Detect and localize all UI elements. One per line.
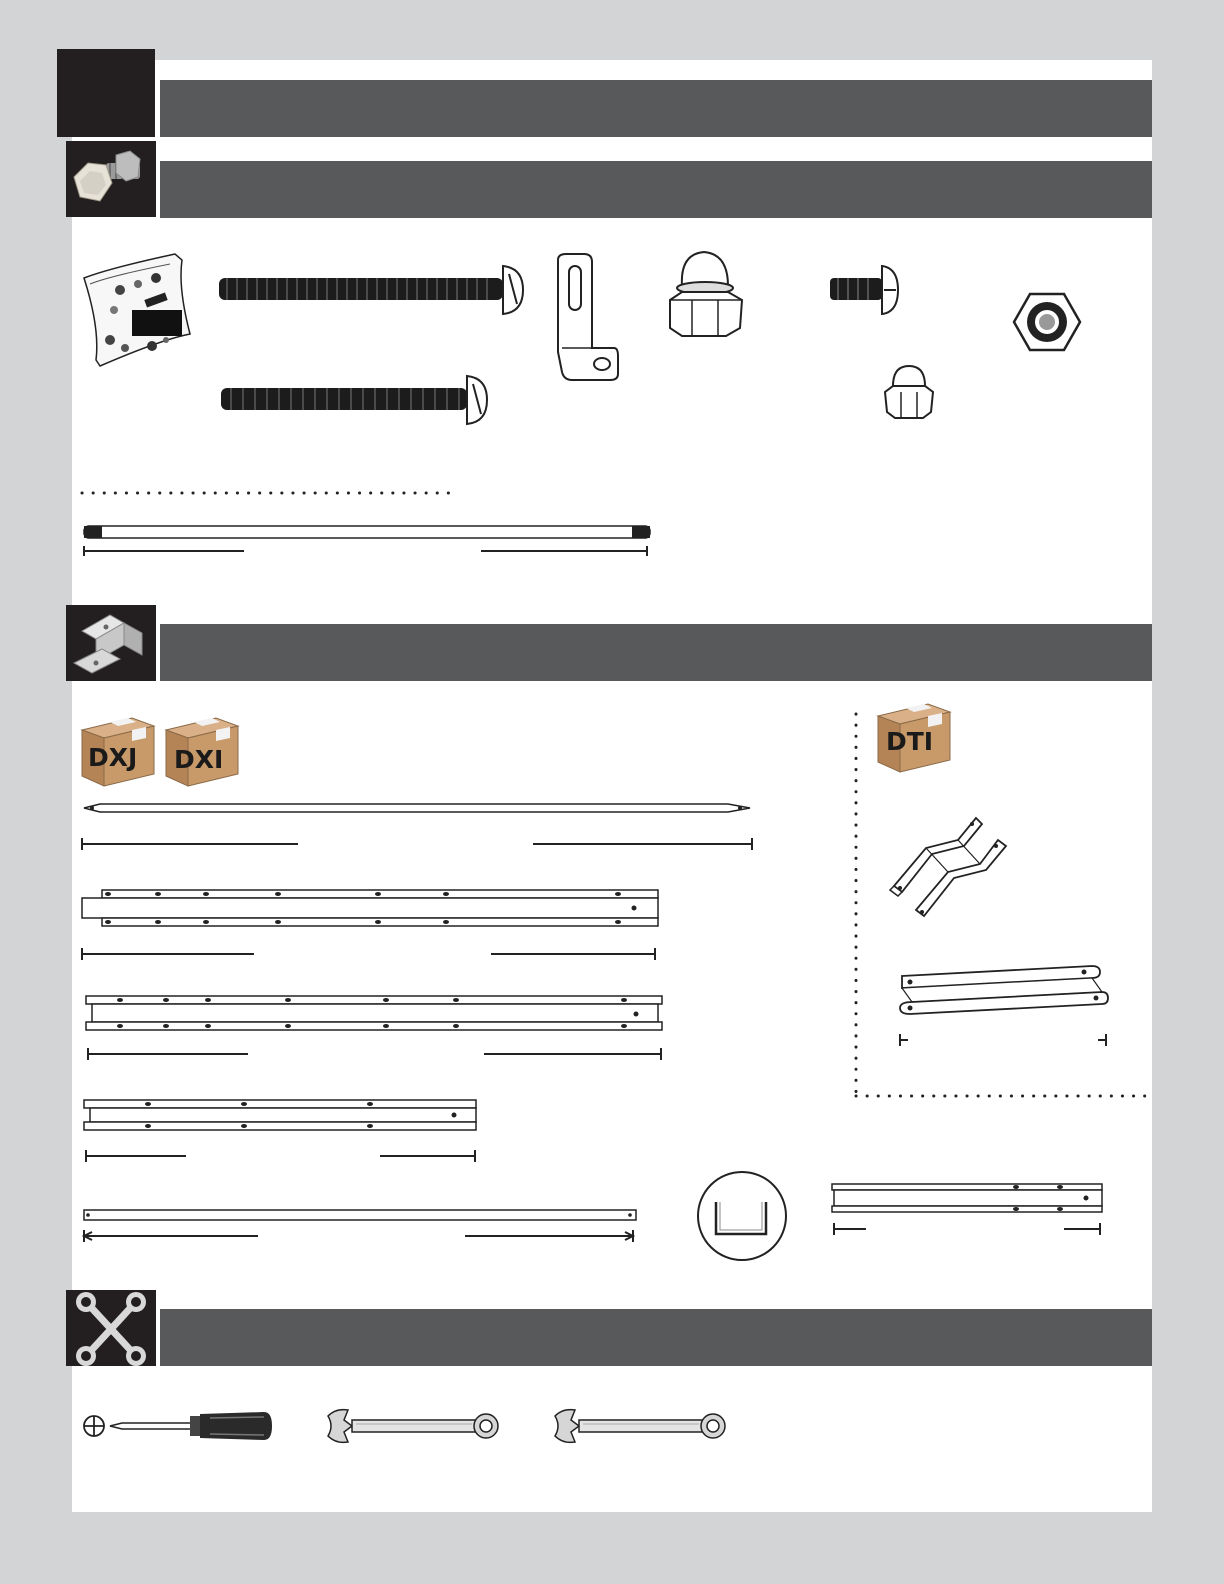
long-rod-illustration: [78, 798, 760, 856]
long-bolt-illustration: [217, 260, 527, 324]
step-header-bar: [160, 80, 1152, 137]
combination-wrench-icon: [326, 1406, 506, 1446]
phillips-screwdriver-icon: [82, 1406, 274, 1446]
parts-header-bar: [160, 624, 1152, 681]
lock-nut-illustration: [1012, 290, 1082, 354]
short-channel-bracket: [896, 960, 1116, 1050]
channel-rail-long-2: [84, 994, 670, 1064]
crate-dxj-icon: [80, 716, 156, 788]
hardware-bag-illustration: [80, 248, 200, 373]
dotted-separator: [78, 489, 458, 497]
hardware-header-bar: [160, 161, 1152, 218]
acorn-nut-illustration: [662, 248, 748, 340]
medium-bolt-illustration: [219, 370, 494, 434]
crate-label: DXJ: [88, 743, 138, 772]
crate-label: DTI: [886, 727, 934, 756]
channel-rail-short: [82, 1096, 482, 1168]
channel-rail-small: [830, 1180, 1114, 1242]
hex-bolt-nut-icon: [66, 141, 156, 217]
channel-profile-detail: [694, 1168, 790, 1264]
tools-header-bar: [160, 1309, 1152, 1366]
step-number-box: [57, 49, 155, 137]
angled-strap-brackets: [888, 810, 1018, 920]
crossed-wrenches-icon: [66, 1290, 156, 1366]
angle-bracket-icon: [66, 605, 156, 681]
short-screw-illustration: [828, 262, 900, 318]
threaded-rod-illustration: [80, 520, 660, 562]
small-acorn-nut-illustration: [879, 362, 939, 422]
l-bracket-illustration: [552, 252, 622, 382]
combination-wrench-icon: [553, 1406, 733, 1446]
flat-strip-illustration: [80, 1206, 646, 1250]
channel-rail-long-1: [78, 886, 664, 966]
crate-label: DXI: [174, 745, 224, 774]
crate-dxi-icon: [164, 716, 240, 788]
